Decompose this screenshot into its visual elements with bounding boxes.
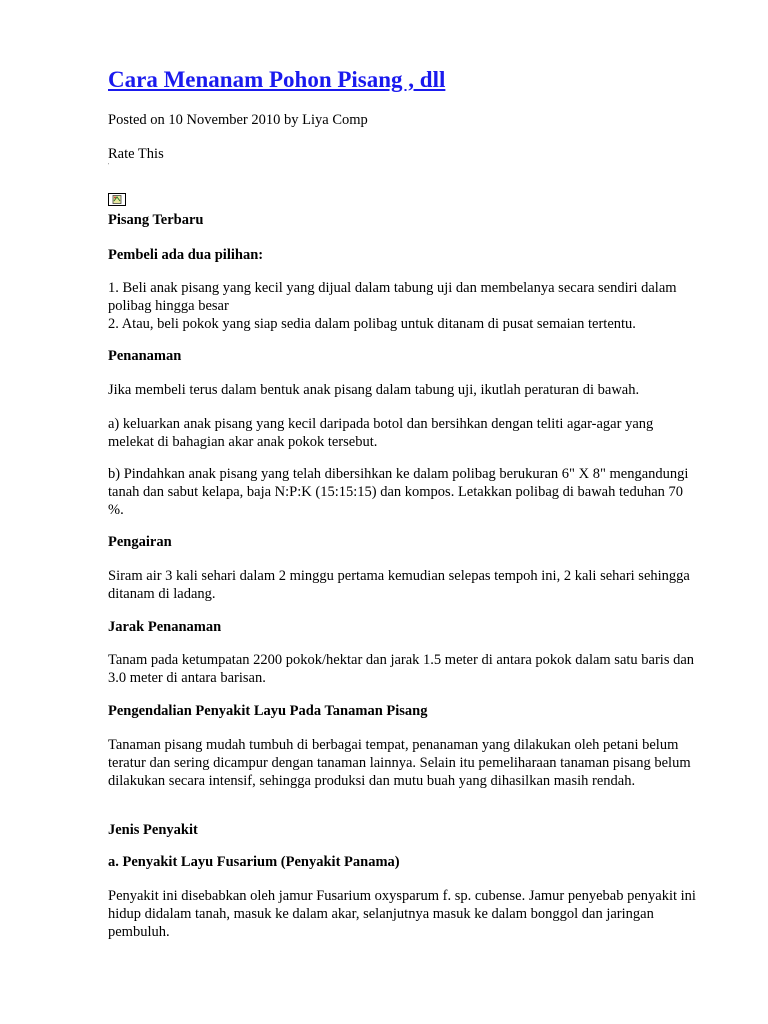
rating-mark: ' (108, 163, 110, 169)
paragraph: Penyakit ini disebabkan oleh jamur Fusarium oxysparum f. sp. cubense. Jamur penyebab penyakit ini hidup didalam tanah, masuk ke dalam akar, selanjutnya masuk ke dalam bonggol dan jaringan pembuluh. (108, 888, 696, 940)
list-item: 2. Atau, beli pokok yang siap sedia dalam polibag untuk ditanam di pusat semaian tertentu. (108, 316, 636, 332)
paragraph: Tanam pada ketumpatan 2200 pokok/hektar dan jarak 1.5 meter di antara pokok dalam satu baris dan 3.0 meter di antara barisan. (108, 652, 695, 686)
heading-penanaman: Penanaman (108, 348, 182, 364)
paragraph: b) Pindahkan anak pisang yang telah dibersihkan ke dalam polibag berukuran 6" X 8" mengandungi tanah dan sabut kelapa, baja N:P:K (15:15:15) dan kompos. Letakkan polibag di bawah teduhan 70 %. (108, 466, 689, 518)
heading-pengendalian: Pengendalian Penyakit Layu Pada Tanaman Pisang (108, 703, 428, 719)
heading-jenis-penyakit: Jenis Penyakit (108, 822, 198, 838)
post-title-link[interactable]: Cara Menanam Pohon Pisang , dll (108, 67, 446, 92)
paragraph: Siram air 3 kali sehari dalam 2 minggu pertama kemudian selepas tempoh ini, 2 kali sehari sehingga ditanam di ladang. (108, 568, 690, 602)
paragraph: Tanaman pisang mudah tumbuh di berbagai tempat, penanaman yang dilakukan oleh petani belum teratur dan sering dicampur dengan tanaman lainnya. Selain itu pemeliharaan tanaman pisang belum dilakukan secara intensif, sehingga produksi dan mutu buah yang dihasilkan masih rendah. (108, 737, 691, 789)
paragraph: Jika membeli terus dalam bentuk anak pisang dalam tabung uji, ikutlah peraturan di bawah. (108, 382, 640, 398)
heading-pisang-terbaru: Pisang Terbaru (108, 212, 204, 228)
paragraph: a) keluarkan anak pisang yang kecil daripada botol dan bersihkan dengan teliti agar-agar yang melekat di bahagian akar anak pokok tersebut. (108, 416, 654, 450)
broken-image-icon (108, 193, 126, 206)
heading-pembeli: Pembeli ada dua pilihan: (108, 247, 264, 263)
rating-label[interactable]: Rate This (108, 146, 164, 162)
post-byline: Posted on 10 November 2010 by Liya Comp (108, 112, 368, 128)
heading-pengairan: Pengairan (108, 534, 172, 550)
heading-fusarium: a. Penyakit Layu Fusarium (Penyakit Panama) (108, 854, 400, 870)
heading-jarak-penanaman: Jarak Penanaman (108, 619, 222, 635)
list-item: 1. Beli anak pisang yang kecil yang dijual dalam tabung uji dan membelanya secara sendiri dalam polibag hingga besar (108, 280, 677, 314)
